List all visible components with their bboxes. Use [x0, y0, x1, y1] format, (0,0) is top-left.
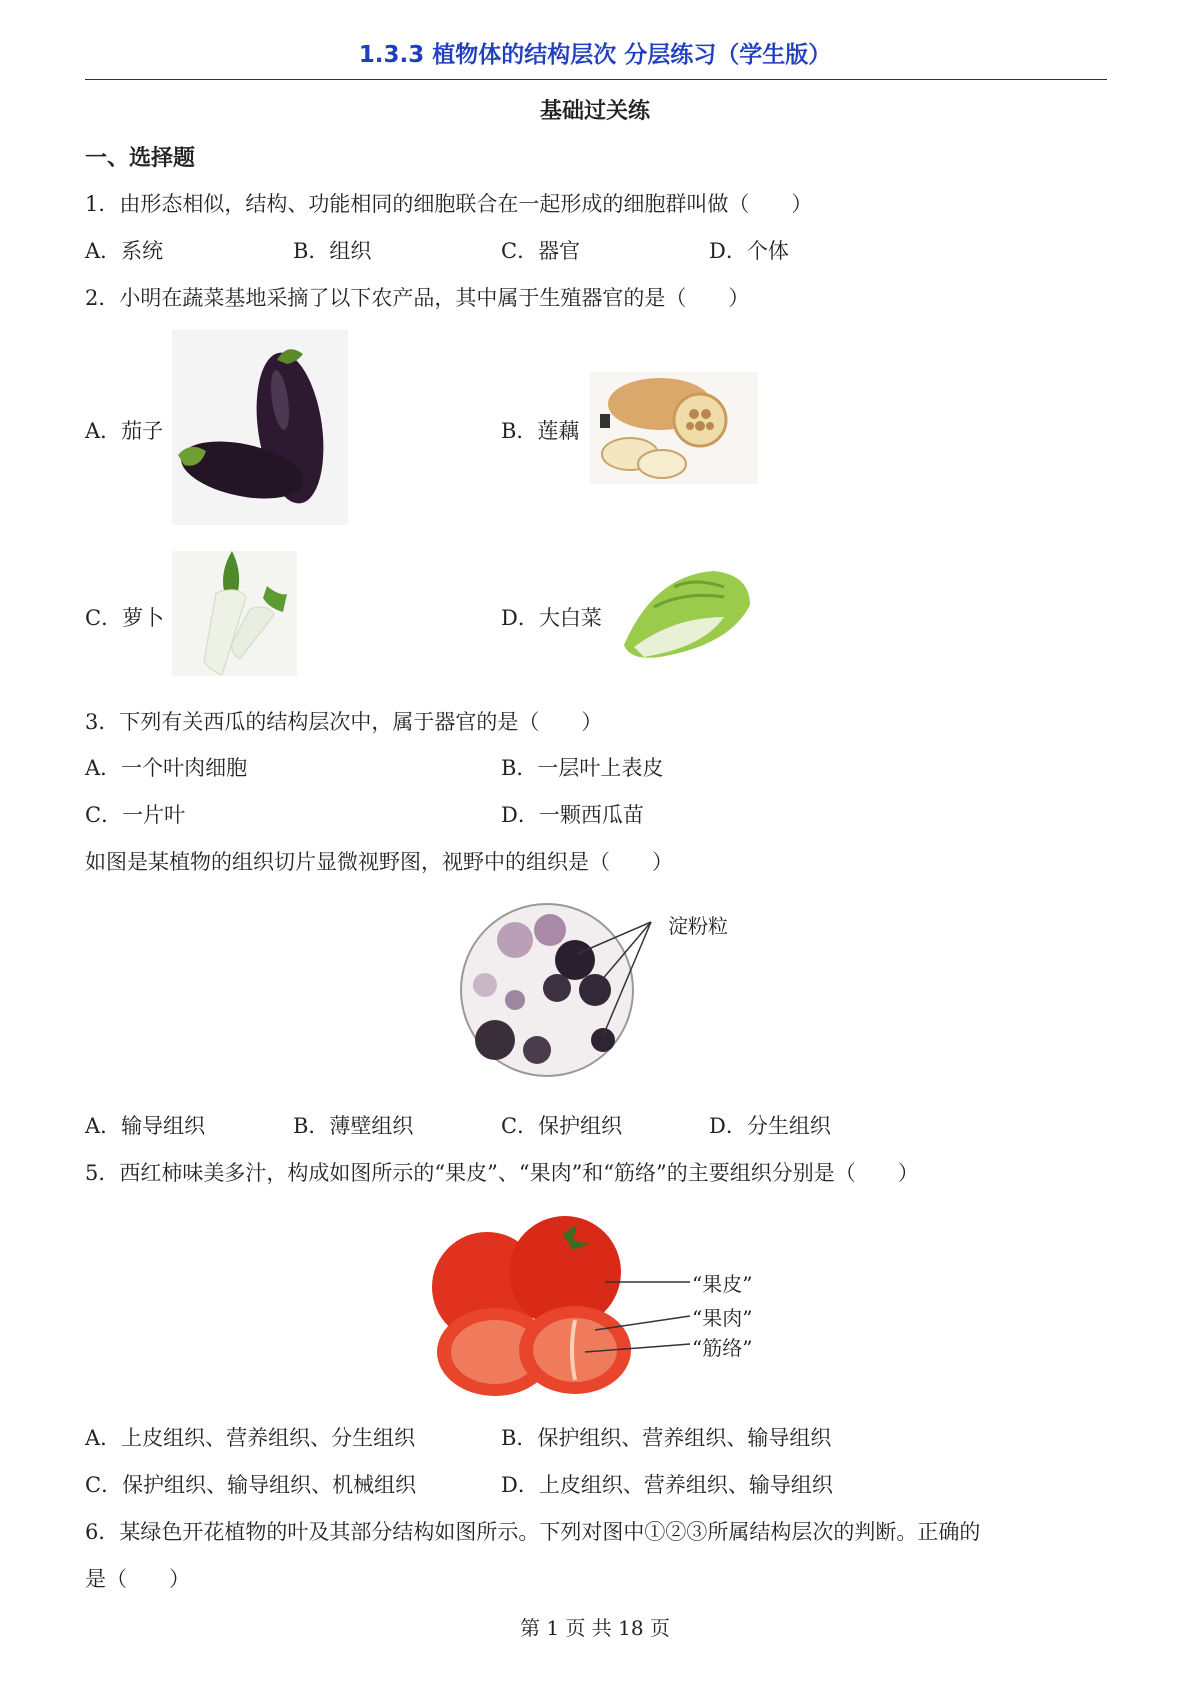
micrograph-image	[455, 890, 655, 1085]
q2-option-a: A．茄子	[85, 419, 164, 443]
peel-label: “果皮”	[692, 1272, 753, 1296]
document-title: 1.3.3 植物体的结构层次 分层练习（学生版）	[358, 42, 832, 68]
tomato-image	[425, 1212, 695, 1397]
q3-option-b: B．一层叶上表皮	[501, 756, 664, 780]
q1-option-c: C．器官	[501, 239, 581, 263]
q4-option-d: D．分生组织	[709, 1114, 831, 1138]
q5-option-a: A．上皮组织、营养组织、分生组织	[85, 1426, 416, 1450]
q3-option-d: D．一颗西瓜苗	[501, 803, 644, 827]
header-rule	[85, 79, 1107, 80]
q4-option-a: A．输导组织	[85, 1114, 206, 1138]
part-heading: 一、选择题	[85, 146, 196, 171]
starch-granule-label: 淀粉粒	[668, 914, 728, 938]
vein-label: “筋络”	[692, 1336, 753, 1360]
q2-option-b: B．莲藕	[501, 419, 580, 443]
q5-option-d: D．上皮组织、营养组织、输导组织	[501, 1473, 833, 1497]
lotus-root-image	[590, 372, 758, 484]
eggplant-image	[172, 330, 348, 525]
q2-stem: 2．小明在蔬菜基地采摘了以下农产品，其中属于生殖器官的是（ ）	[85, 286, 750, 310]
q3-stem: 3．下列有关西瓜的结构层次中，属于器官的是（ ）	[85, 710, 603, 734]
q2-option-d: D．大白菜	[501, 606, 602, 630]
q1-option-b: B．组织	[293, 239, 372, 263]
q1-option-a: A．系统	[85, 239, 164, 263]
q4-option-b: B．薄壁组织	[293, 1114, 414, 1138]
q2-option-c: C．萝卜	[85, 606, 165, 630]
page-footer: 第 1 页 共 18 页	[520, 1616, 670, 1640]
q4-option-c: C．保护组织	[501, 1114, 623, 1138]
radish-image	[172, 551, 297, 676]
q5-option-c: C．保护组织、输导组织、机械组织	[85, 1473, 417, 1497]
q1-stem: 1．由形态相似，结构、功能相同的细胞联合在一起形成的细胞群叫做（ ）	[85, 192, 813, 216]
q5-option-b: B．保护组织、营养组织、输导组织	[501, 1426, 832, 1450]
q3-option-c: C．一片叶	[85, 803, 186, 827]
q3-option-a: A．一个叶肉细胞	[85, 756, 248, 780]
q1-option-d: D．个体	[709, 239, 789, 263]
q4-stem: 如图是某植物的组织切片显微视野图，视野中的组织是（ ）	[85, 850, 673, 874]
q5-stem: 5．西红柿味美多汁，构成如图所示的“果皮”、“果肉”和“筋络”的主要组织分别是（ ）	[85, 1161, 919, 1185]
q6-stem-line1: 6．某绿色开花植物的叶及其部分结构如图所示。下列对图中①②③所属结构层次的判断。正确的	[85, 1520, 981, 1544]
cabbage-image	[614, 567, 754, 662]
flesh-label: “果肉”	[692, 1306, 753, 1330]
section-title: 基础过关练	[539, 99, 650, 124]
q6-stem-line2: 是（ ）	[85, 1567, 190, 1591]
